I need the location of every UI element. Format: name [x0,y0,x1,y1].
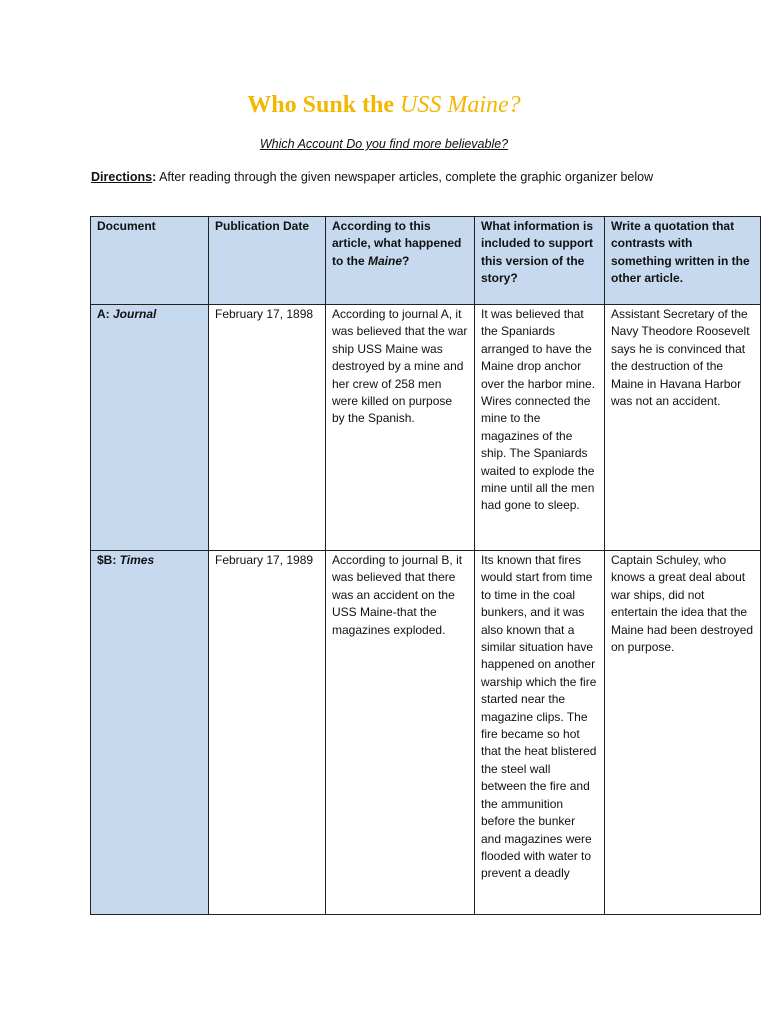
table-row [91,551,761,915]
publication-date-cell: February 17, 1989 [209,551,326,915]
page-title [0,92,768,119]
header-document: Document [91,217,209,305]
title-ship-name: USS Maine? [400,92,521,118]
document-prefix: $B: [97,553,120,567]
quotation-cell: Assistant Secretary of the Navy Theodore Roosevelt says he is convinced that the destruction of the Maine in Havana Harbor was not an accident. [605,305,761,551]
header-what-happened-pre: According to this article, what happened to the [332,219,462,268]
header-what-happened [326,217,475,305]
document-source: Times [119,553,155,567]
what-happened-cell: According to journal A, it was believed that the war ship USS Maine was destroyed by a mine and her crew of 258 men were killed on purpose by the Spanish. [326,305,475,551]
table-header-row [91,217,761,305]
information-cell: Its known that fires would start from time to time in the coal bunkers, and it was also known that a similar situation have happened on another warship which the fire started near the magazine clips. The fire became so hot that the heat blistered the steel wall between the fire and the ammunition before the bunker and magazines were flooded with water to prevent a deadly [475,551,605,915]
page-subtitle: Which Account Do you find more believable? [259,137,509,151]
directions-label: Directions [91,170,153,184]
document-cell [91,305,209,551]
table-row [91,305,761,551]
title-main: Who Sunk the [247,92,401,118]
document-prefix: A: [97,307,113,321]
directions [91,167,691,187]
header-what-happened-ship: Maine [368,253,403,268]
what-happened-cell: According to journal B, it was believed that there was an accident on the USS Maine-that the magazines exploded. [326,551,475,915]
document-source: Journal [113,307,157,321]
directions-text: After reading through the given newspaper articles, complete the graphic organizer below [156,170,654,184]
directions-colon: : [152,170,157,184]
document-cell [91,551,209,915]
header-information: What information is included to support this version of the story? [475,217,605,305]
quotation-cell: Captain Schuley, who knows a great deal about war ships, did not entertain the idea that the Maine had been destroyed on purpose. [605,551,761,915]
header-what-happened-post: ? [402,253,410,268]
header-quotation: Write a quotation that contrasts with something written in the other article. [605,217,761,305]
publication-date-cell: February 17, 1898 [209,305,326,551]
header-publication-date: Publication Date [209,217,326,305]
information-cell: It was believed that the Spaniards arranged to have the Maine drop anchor over the harbor mine. Wires connected the mine to the magazines of the ship. The Spaniards waited to explode the mine until all the men had gone to sleep. [475,305,605,551]
graphic-organizer-table [90,216,761,915]
